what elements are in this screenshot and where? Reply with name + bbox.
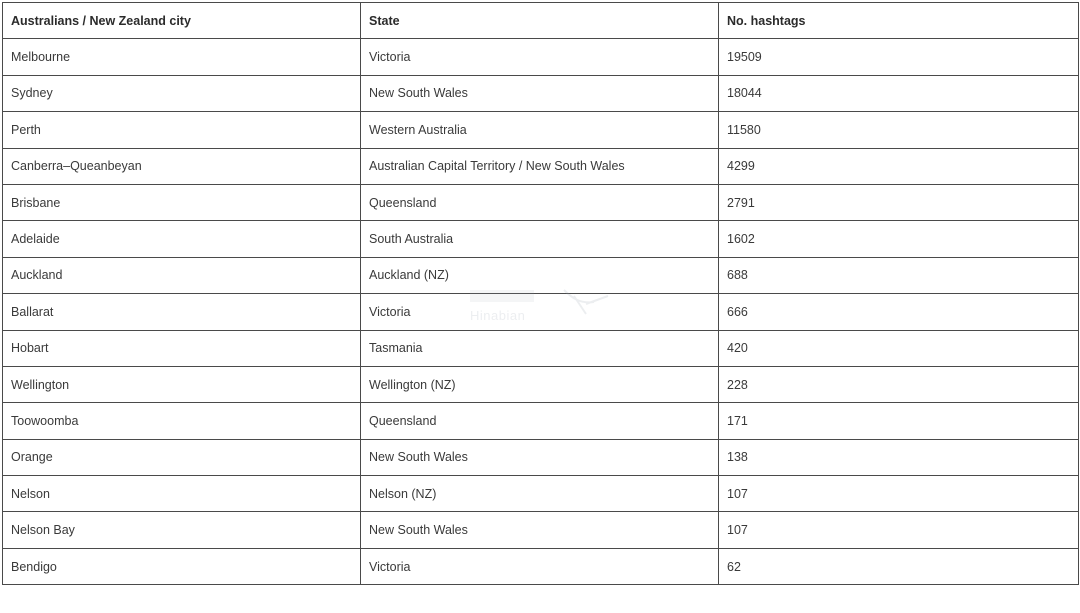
table-row	[3, 512, 1079, 548]
table-row	[3, 112, 1079, 148]
cell-state: Wellington (NZ)	[361, 366, 719, 402]
cell-hashtags: 171	[719, 403, 1079, 439]
table-row	[3, 184, 1079, 220]
cell-city: Wellington	[3, 366, 361, 402]
table-row	[3, 366, 1079, 402]
cell-city: Nelson	[3, 476, 361, 512]
cell-state: New South Wales	[361, 439, 719, 475]
cell-state: Auckland (NZ)	[361, 257, 719, 293]
cell-city: Bendigo	[3, 548, 361, 584]
cell-city: Adelaide	[3, 221, 361, 257]
cell-hashtags: 11580	[719, 112, 1079, 148]
table-body	[3, 39, 1079, 585]
cell-city: Orange	[3, 439, 361, 475]
cell-state: New South Wales	[361, 512, 719, 548]
cell-city: Nelson Bay	[3, 512, 361, 548]
column-header-city: Australians / New Zealand city	[3, 3, 361, 39]
cell-state: Queensland	[361, 184, 719, 220]
cell-state: New South Wales	[361, 75, 719, 111]
cell-hashtags: 4299	[719, 148, 1079, 184]
cell-hashtags: 18044	[719, 75, 1079, 111]
column-header-hashtags: No. hashtags	[719, 3, 1079, 39]
cell-city: Perth	[3, 112, 361, 148]
table-row	[3, 39, 1079, 75]
cell-state: Victoria	[361, 294, 719, 330]
cell-hashtags: 62	[719, 548, 1079, 584]
table-row	[3, 257, 1079, 293]
cell-city: Ballarat	[3, 294, 361, 330]
cell-city: Hobart	[3, 330, 361, 366]
cell-hashtags: 666	[719, 294, 1079, 330]
table-row	[3, 148, 1079, 184]
cell-city: Sydney	[3, 75, 361, 111]
cell-city: Canberra–Queanbeyan	[3, 148, 361, 184]
cell-state: Victoria	[361, 548, 719, 584]
cell-state: Victoria	[361, 39, 719, 75]
cell-city: Brisbane	[3, 184, 361, 220]
cell-hashtags: 107	[719, 476, 1079, 512]
table-row	[3, 439, 1079, 475]
table-row	[3, 294, 1079, 330]
cell-hashtags: 1602	[719, 221, 1079, 257]
hashtag-table	[2, 2, 1079, 585]
cell-hashtags: 138	[719, 439, 1079, 475]
cell-city: Auckland	[3, 257, 361, 293]
cell-city: Toowoomba	[3, 403, 361, 439]
cell-state: Tasmania	[361, 330, 719, 366]
cell-city: Melbourne	[3, 39, 361, 75]
cell-hashtags: 420	[719, 330, 1079, 366]
cell-state: Nelson (NZ)	[361, 476, 719, 512]
table-row	[3, 75, 1079, 111]
cell-hashtags: 688	[719, 257, 1079, 293]
table-row	[3, 548, 1079, 584]
cell-hashtags: 228	[719, 366, 1079, 402]
cell-hashtags: 19509	[719, 39, 1079, 75]
table-row	[3, 476, 1079, 512]
cell-state: Queensland	[361, 403, 719, 439]
cell-state: Australian Capital Territory / New South Wales	[361, 148, 719, 184]
cell-state: Western Australia	[361, 112, 719, 148]
cell-hashtags: 107	[719, 512, 1079, 548]
table-row	[3, 330, 1079, 366]
table-header	[3, 3, 1079, 39]
header-row	[3, 3, 1079, 39]
table-row	[3, 221, 1079, 257]
watermark-text: Hinabian	[470, 308, 526, 323]
cell-state: South Australia	[361, 221, 719, 257]
column-header-state: State	[361, 3, 719, 39]
table-row	[3, 403, 1079, 439]
cell-hashtags: 2791	[719, 184, 1079, 220]
